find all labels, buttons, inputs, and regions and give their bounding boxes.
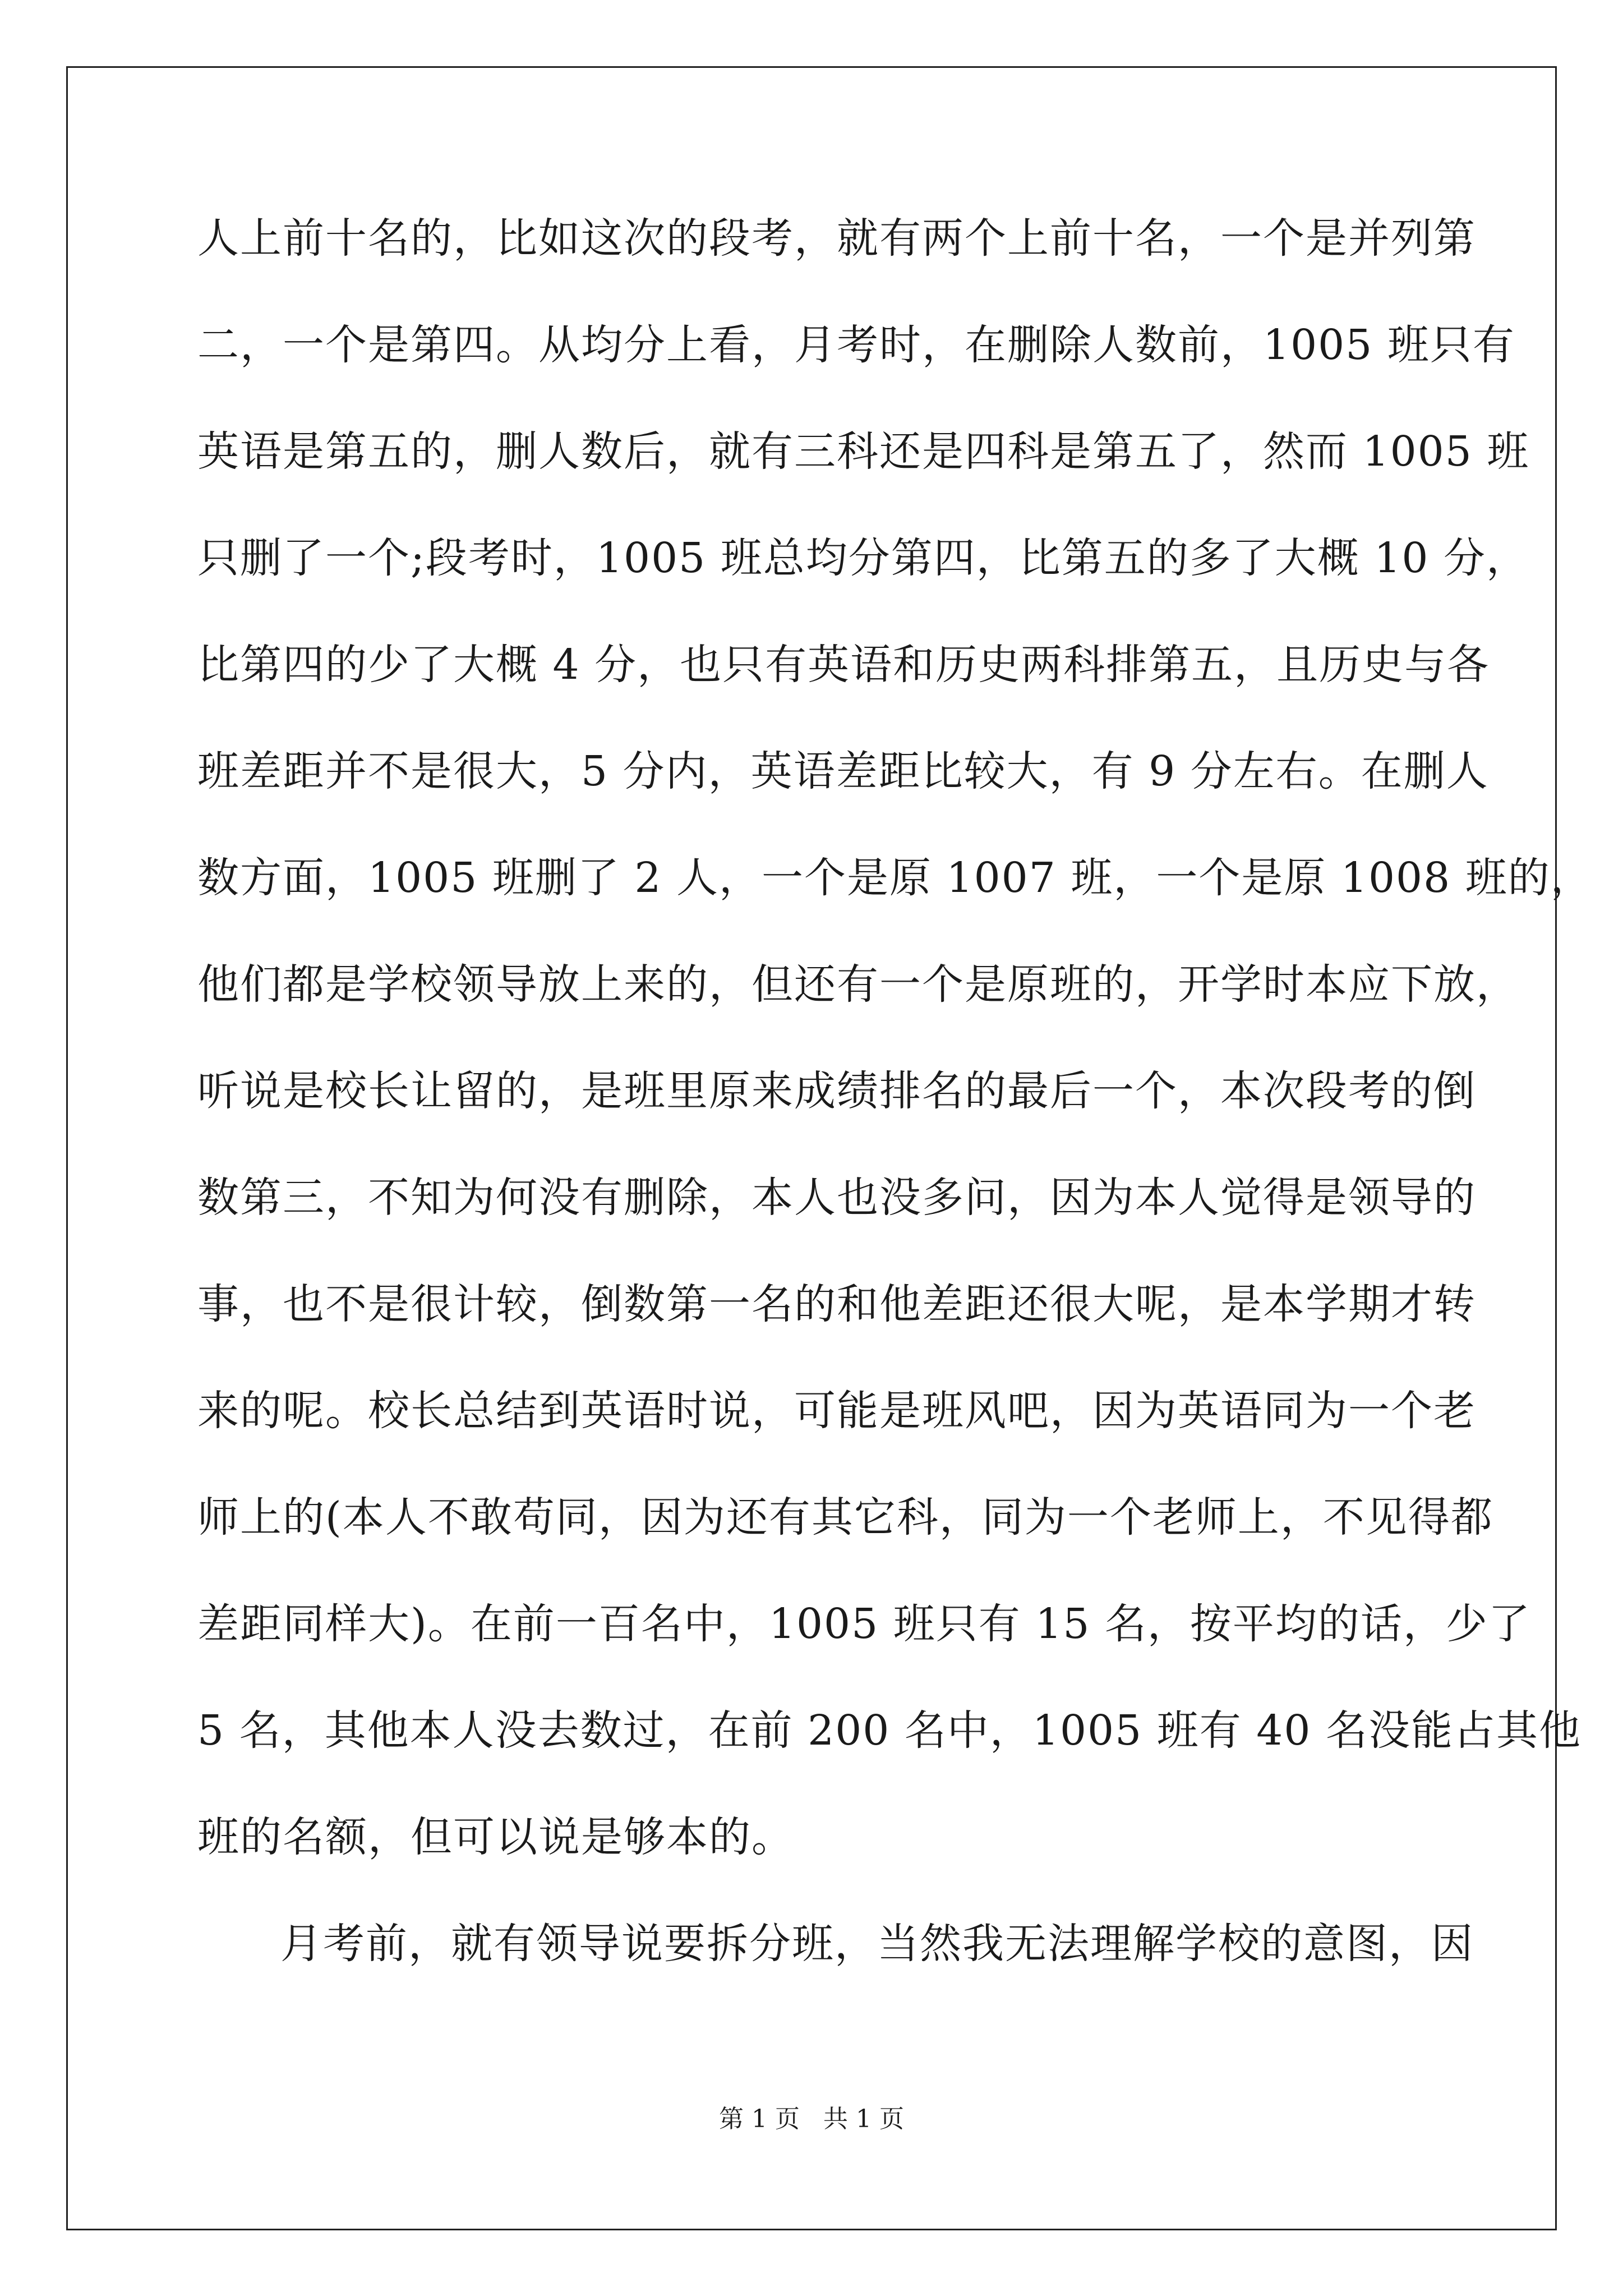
text-line: 人上前十名的，比如这次的段考，就有两个上前十名，一个是并列第 <box>197 214 1476 263</box>
text-line: 数方面，1005 班删了 2 人，一个是原 1007 班，一个是原 1008 班的， <box>197 854 1593 902</box>
page-border <box>66 66 1557 2230</box>
text-line: 班的名额，但可以说是够本的。 <box>197 1813 794 1861</box>
text-line: 师上的(本人不敢苟同，因为还有其它科，同为一个老师上，不见得都 <box>197 1493 1493 1542</box>
paragraph-first-line: 月考前，就有领导说要拆分班，当然我无法理解学校的意图，因 <box>280 1920 1474 1968</box>
text-line: 二，一个是第四。从均分上看，月考时，在删除人数前，1005 班只有 <box>197 321 1515 369</box>
text-line: 听说是校长让留的，是班里原来成绩排名的最后一个，本次段考的倒 <box>197 1067 1476 1115</box>
text-line: 来的呢。校长总结到英语时说，可能是班风吧，因为英语同为一个老 <box>197 1387 1476 1435</box>
page-footer: 第 1 页 共 1 页 <box>719 2105 904 2133</box>
text-line: 事，也不是很计较，倒数第一名的和他差距还很大呢，是本学期才转 <box>197 1280 1476 1328</box>
text-line: 差距同样大)。在前一百名中，1005 班只有 15 名，按平均的话，少了 <box>197 1600 1531 1648</box>
text-line: 比第四的少了大概 4 分，也只有英语和历史两科排第五，且历史与各 <box>197 641 1490 689</box>
text-line: 5 名，其他本人没去数过，在前 200 名中，1005 班有 40 名没能占其他 <box>197 1706 1581 1755</box>
text-line: 数第三，不知为何没有删除，本人也没多问，因为本人觉得是领导的 <box>197 1174 1476 1222</box>
text-line: 英语是第五的，删人数后，就有三科还是四科是第五了，然而 1005 班 <box>197 427 1530 476</box>
text-line: 他们都是学校领导放上来的，但还有一个是原班的，开学时本应下放， <box>197 960 1519 1009</box>
text-line: 只删了一个;段考时，1005 班总均分第四，比第五的多了大概 10 分， <box>197 534 1529 582</box>
text-line: 班差距并不是很大，5 分内，英语差距比较大，有 9 分左右。在删人 <box>197 747 1489 795</box>
